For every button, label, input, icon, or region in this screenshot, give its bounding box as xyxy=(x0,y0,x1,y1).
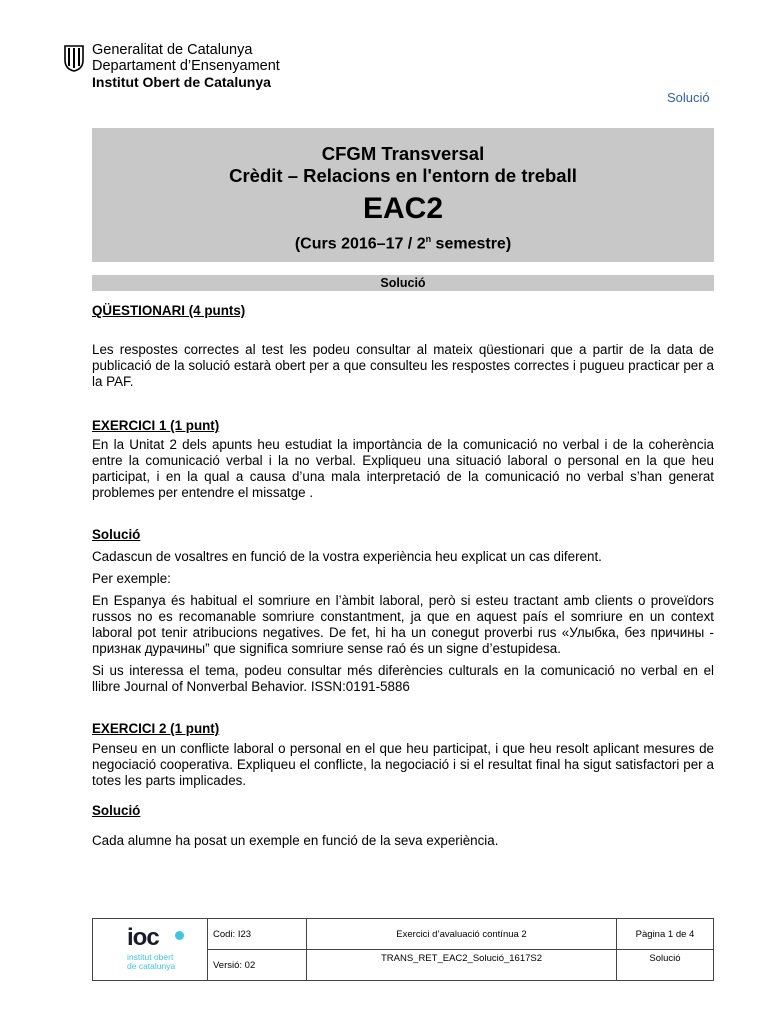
exercise-1-heading: EXERCICI 1 (1 punt) xyxy=(92,418,220,433)
solution-2-text: Cada alumne ha posat un exemple en funció de la seva experiència. xyxy=(92,833,499,848)
filename-cell: TRANS_RET_EAC2_Solució_1617S2 xyxy=(307,950,617,981)
solution-1-paragraph: En Espanya és habitual el somriure en l’àmbit laboral, però si esteu tractant amb clients o proveïdors russos no es recomanable somriure constantment, ja que en aquest país el somriure en un context laboral pot tenir atribucions negatives. De fet, hi ha un conegut proverbi rus «Улыбка, без причины - признак дурачины” que significa somriure sense raó és un signe d’estupidesa. xyxy=(92,593,714,656)
page-number-cell: Pàgina 1 de 4 xyxy=(617,919,714,950)
org-name: Generalitat de Catalunya xyxy=(92,42,253,58)
generalitat-logo-icon xyxy=(63,44,85,72)
ioc-dot-icon xyxy=(175,931,184,940)
department-name: Departament d’Ensenyament xyxy=(92,58,280,74)
solution-1-paragraph: Si us interessa el tema, podeu consultar més diferències culturals en la comunicació no verbal en el llibre Journal of Nonverbal Behavior. ISSN:0191-5886 xyxy=(92,663,714,694)
ioc-logo xyxy=(93,919,208,981)
exercise-2-heading: EXERCICI 2 (1 punt) xyxy=(92,721,220,736)
questionnaire-heading: QÜESTIONARI (4 punts) xyxy=(92,303,246,318)
credit-title: Crèdit – Relacions en l'entorn de treball xyxy=(229,165,577,186)
solution-1-paragraph: Cadascun de vosaltres en funció de la vostra experiència heu explicat un cas diferent. xyxy=(92,549,602,564)
exercise-1-text: En la Unitat 2 dels apunts heu estudiat la importància de la comunicació no verbal i de la coherència entre la comunicació verbal i la no verbal. Expliqueu una situació laboral o personal en la que heu participat, i en la qual a causa d’una mala interpretació de la comunicació no verbal s’han generat problemes per entendre el missatge . xyxy=(92,437,714,500)
footer-table xyxy=(92,918,714,981)
document-body xyxy=(92,303,714,849)
solution-1-paragraph: Per exemple: xyxy=(92,571,171,586)
doc-type-cell: Solució xyxy=(617,950,714,981)
ioc-logo-subtitle: institut obert de catalunya xyxy=(127,952,176,971)
ioc-logo-text: ioc xyxy=(127,924,159,951)
version-cell: Versió: 02 xyxy=(208,950,307,981)
exercise-name-cell: Exercici d’avaluació contínua 2 xyxy=(307,919,617,950)
title-box xyxy=(92,128,714,262)
exercise-2-text: Penseu en un conflicte laboral o personal en el que heu participat, i que heu resolt aplicant mesures de negociació cooperativa. Expliqueu el conflicte, la negociació i si el resultat final ha sigut satisfactori per a totes les parts implicades. xyxy=(92,741,714,788)
solution-1-heading: Solució xyxy=(92,527,141,542)
course-title: CFGM Transversal xyxy=(321,143,485,164)
institute-name: Institut Obert de Catalunya xyxy=(92,74,271,90)
organization-header xyxy=(92,42,280,90)
assignment-code: EAC2 xyxy=(362,192,444,225)
solution-section-bar: Solució xyxy=(92,275,714,291)
solution-2-heading: Solució xyxy=(92,803,141,818)
questionnaire-text: Les respostes correctes al test les podeu consultar al mateix qüestionari que a partir de la data de publicació de la solució estarà obert per a que consulteu les respostes correctes i pugueu practicar per a la PAF. xyxy=(92,342,714,389)
code-cell: Codi: I23 xyxy=(208,919,307,950)
course-year: (Curs 2016–17 / 2$^n$ semestre) xyxy=(294,234,512,253)
document-type-label: Solució xyxy=(667,90,710,105)
